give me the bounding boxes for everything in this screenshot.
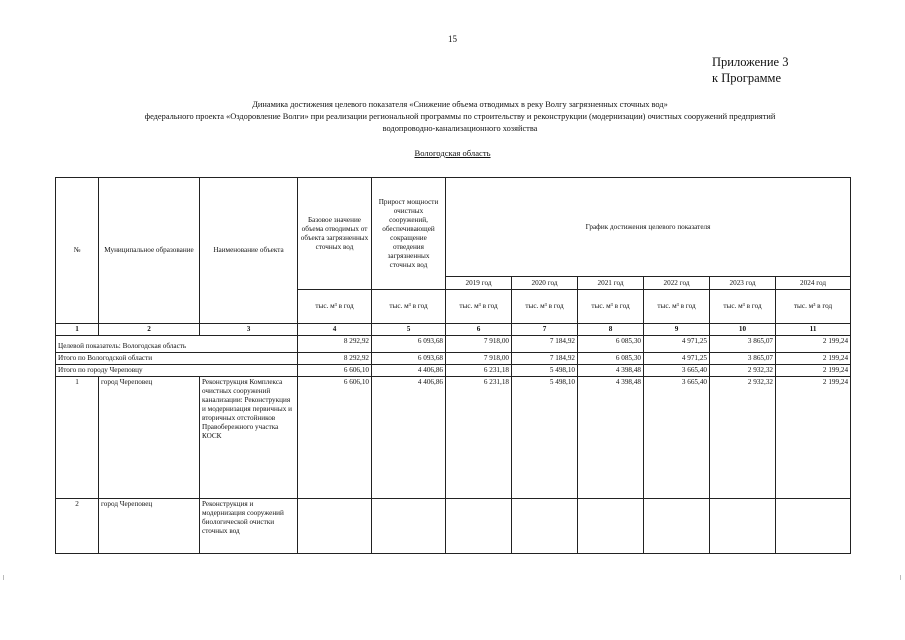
header-unit: тыс. м³ в год [446, 290, 512, 324]
column-number-row [56, 324, 851, 336]
value-cell: 3 665,40 [644, 365, 710, 377]
column-number: 8 [578, 324, 644, 336]
object-row [56, 499, 851, 554]
value-cell: 6 085,30 [578, 353, 644, 365]
value-cell: 4 971,25 [644, 336, 710, 353]
object-name: Реконструкция Комплекса очистных сооружений канализации: Реконструкция и модернизация первичных и вторичных отстойников Правобережного участка КОСК [200, 377, 298, 499]
value-cell: 6 085,30 [578, 336, 644, 353]
object-number: 2 [56, 499, 99, 554]
value-cell: 7 918,00 [446, 336, 512, 353]
column-number: 9 [644, 324, 710, 336]
header-schedule: График достижения целевого показателя [446, 178, 851, 277]
value-cell: 6 231,18 [446, 377, 512, 499]
value-cell: 8 292,92 [298, 353, 372, 365]
summary-row-city-total [56, 365, 851, 377]
value-cell: 4 406,86 [372, 365, 446, 377]
value-cell: 6 231,18 [446, 365, 512, 377]
appendix-label [712, 54, 788, 86]
value-cell: 5 498,10 [512, 365, 578, 377]
value-cell [710, 499, 776, 554]
column-number: 6 [446, 324, 512, 336]
object-municipality: город Череповец [99, 377, 200, 499]
value-cell [446, 499, 512, 554]
column-number: 11 [776, 324, 851, 336]
value-cell [776, 499, 851, 554]
summary-label: Итого по городу Череповцу [56, 365, 298, 377]
header-year: 2019 год [446, 277, 512, 290]
summary-label: Целевой показатель: Вологодская область [56, 336, 298, 353]
value-cell: 8 292,92 [298, 336, 372, 353]
header-no: № [56, 178, 99, 324]
header-row-main [56, 178, 851, 277]
header-unit: тыс. м³ в год [512, 290, 578, 324]
value-cell: 4 971,25 [644, 353, 710, 365]
header-unit: тыс. м³ в год [776, 290, 851, 324]
value-cell: 2 932,32 [710, 365, 776, 377]
value-cell: 6 093,68 [372, 353, 446, 365]
header-unit: тыс. м³ в год [644, 290, 710, 324]
value-cell: 5 498,10 [512, 377, 578, 499]
header-capacity-increase: Прирост мощности очистных сооружений, обеспечивающей сокращение отведения загрязненных сточных вод [372, 178, 446, 290]
object-number: 1 [56, 377, 99, 499]
column-number: 4 [298, 324, 372, 336]
value-cell [578, 499, 644, 554]
title-line-3: водопроводно-канализационного хозяйства [382, 124, 538, 133]
column-number: 2 [99, 324, 200, 336]
value-cell: 6 093,68 [372, 336, 446, 353]
page-number: 15 [448, 34, 457, 44]
document-title [40, 99, 880, 135]
column-number: 1 [56, 324, 99, 336]
scan-edge-mark [900, 575, 901, 580]
header-unit: тыс. м³ в год [372, 290, 446, 324]
object-name: Реконструкция и модернизация сооружений биологической очистки сточных вод [200, 499, 298, 554]
column-number: 3 [200, 324, 298, 336]
value-cell: 2 199,24 [776, 365, 851, 377]
title-line-2: федерального проекта «Оздоровление Волги» при реализации региональной программы по строительству и реконструкции (модернизации) очистных сооружений предприятий [144, 112, 776, 121]
header-year: 2022 год [644, 277, 710, 290]
value-cell: 6 606,10 [298, 365, 372, 377]
region-name: Вологодская область [414, 148, 491, 158]
header-base-value: Базовое значение объема отводимых от объекта загрязненных сточных вод [298, 178, 372, 290]
value-cell: 3 665,40 [644, 377, 710, 499]
value-cell: 2 932,32 [710, 377, 776, 499]
title-line-1: Динамика достижения целевого показателя «Снижение объема отводимых в реку Волгу загрязненных сточных вод» [252, 100, 668, 109]
value-cell: 4 406,86 [372, 377, 446, 499]
summary-row-region-total [56, 353, 851, 365]
value-cell [298, 499, 372, 554]
appendix-line-1: Приложение 3 [712, 55, 789, 69]
column-number: 7 [512, 324, 578, 336]
value-cell: 2 199,24 [776, 336, 851, 353]
appendix-line-2: к Программе [712, 71, 782, 85]
header-year: 2020 год [512, 277, 578, 290]
value-cell [372, 499, 446, 554]
column-number: 5 [372, 324, 446, 336]
summary-label: Итого по Вологодской области [56, 353, 298, 365]
value-cell: 3 865,07 [710, 353, 776, 365]
header-municipality: Муниципальное образование [99, 178, 200, 324]
header-year: 2023 год [710, 277, 776, 290]
value-cell: 2 199,24 [776, 377, 851, 499]
header-year: 2024 год [776, 277, 851, 290]
header-object: Наименование объекта [200, 178, 298, 324]
value-cell [644, 499, 710, 554]
value-cell: 7 184,92 [512, 336, 578, 353]
value-cell: 4 398,48 [578, 377, 644, 499]
object-row [56, 377, 851, 499]
value-cell: 3 865,07 [710, 336, 776, 353]
scan-edge-mark [3, 575, 4, 580]
column-number: 10 [710, 324, 776, 336]
value-cell: 2 199,24 [776, 353, 851, 365]
value-cell: 7 918,00 [446, 353, 512, 365]
header-unit: тыс. м³ в год [298, 290, 372, 324]
header-unit: тыс. м³ в год [578, 290, 644, 324]
summary-row-target [56, 336, 851, 353]
header-year: 2021 год [578, 277, 644, 290]
value-cell: 7 184,92 [512, 353, 578, 365]
indicator-table [55, 177, 851, 554]
value-cell: 4 398,48 [578, 365, 644, 377]
value-cell: 6 606,10 [298, 377, 372, 499]
value-cell [512, 499, 578, 554]
object-municipality: город Череповец [99, 499, 200, 554]
header-unit: тыс. м³ в год [710, 290, 776, 324]
